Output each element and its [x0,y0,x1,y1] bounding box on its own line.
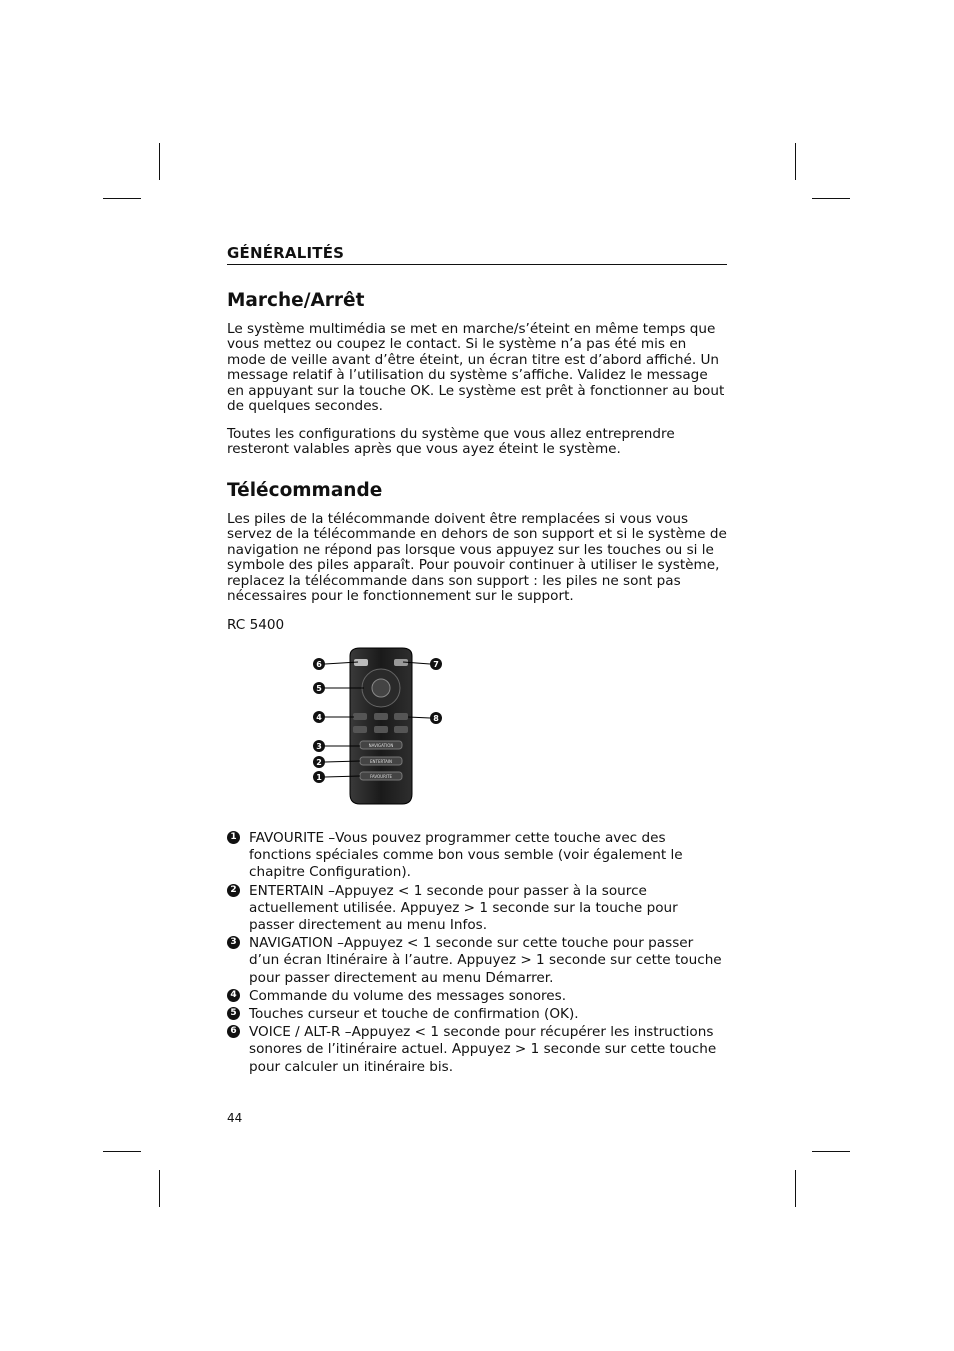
legend-number: 3 [227,936,240,949]
crop-mark [795,1170,796,1207]
callout-6-label: 6 [316,660,322,669]
volume-minus-button [353,713,367,720]
callout-7-label: 7 [433,660,439,669]
legend-number: 2 [227,884,240,897]
paragraph-telecommande: Les piles de la télécommande doivent être remplacées si vous vous servez de la télécommande en dehors de son support et si le système de navigation ne répond pas lorsque vous appuyez sur les touches ou si le symbole des piles apparaît. Pour pouvoir continuer à utiliser le système, replacez la télécommande dans son support : les piles ne sont pas nécessaires pour le fonctionnement sur le support. [227,511,727,605]
volume-plus-button [394,713,408,720]
paragraph-marche-1: Le système multimédia se met en marche/s’éteint en même temps que vous mettez ou coupez le contact. Si le système n’a pas été mis en mode de veille avant d’être éteint, un écran titre est d’abord affiché. Un message relatif à l’utilisation du système s’affiche. Validez le message en appuyant sur la touche OK. Le système est prêt à fonctionner au bout de quelques secondes. [227,321,725,415]
remote-model-label: RC 5400 [227,617,285,633]
crop-mark [795,143,796,180]
crop-mark [159,143,160,180]
navigation-button-label: NAVIGATION [368,743,394,748]
callout-5-label: 5 [316,684,322,693]
legend-item [227,883,727,935]
ok-button [372,679,390,697]
prev-button [353,726,367,733]
paragraph-marche-2: Toutes les configurations du système que vous allez entreprendre resteront valables après que vous ayez éteint le système. [227,426,675,458]
legend-text: VOICE / ALT-R –Appuyez < 1 seconde pour récupérer les instructions sonores de l’itinéraire actuel. Appuyez > 1 seconde sur cette touche pour calculer un itinéraire bis. [249,1024,717,1075]
crop-mark [159,1170,160,1207]
legend-text: FAVOURITE –Vous pouvez programmer cette touche avec des fonctions spéciales comme bon vous semble (voir également le chapitre Configuration). [249,830,683,881]
legend-item [227,935,727,987]
callout-8-label: 8 [433,714,439,723]
entertain-button-label: ENTERTAIN [369,759,393,764]
legend-text: ENTERTAIN –Appuyez < 1 seconde pour passer à la source actuellement utilisée. Appuyez > 1 seconde sur la touche pour passer directement au menu Infos. [249,882,678,934]
crop-mark [812,198,850,199]
heading-marche-arret: Marche/Arrêt [227,290,365,311]
play-button [374,726,388,733]
volume-mid-button [374,713,388,720]
legend-number: 4 [227,989,240,1002]
callout-4-label: 4 [316,713,322,722]
crop-mark [103,198,141,199]
legend-text: NAVIGATION –Appuyez < 1 seconde sur cette touche pour passer d’un écran Itinéraire à l’autre. Appuyez > 1 seconde sur cette touche pour passer directement au menu Démarrer. [249,935,722,986]
callout-1-label: 1 [316,773,322,782]
page-content [227,244,727,633]
next-button [394,726,408,733]
crop-mark [812,1151,850,1152]
legend-item [227,1006,727,1023]
legend-number: 6 [227,1025,240,1038]
favourite-button-label: FAVOURITE [369,774,393,779]
section-header: GÉNÉRALITÉS [227,244,727,265]
legend-text: Commande du volume des messages sonores. [249,987,567,1004]
remote-control-figure [308,646,448,806]
legend-item [227,1024,727,1076]
legend-number: 5 [227,1007,240,1020]
legend-item [227,830,727,882]
crop-mark [103,1151,141,1152]
legend-text: Touches curseur et touche de confirmation (OK). [249,1006,579,1023]
heading-telecommande: Télécommande [227,480,383,501]
legend-number: 1 [227,831,240,844]
callout-3-label: 3 [316,742,322,751]
callout-2-label: 2 [316,758,322,767]
page-number: 44 [227,1111,243,1125]
legend-list [227,830,727,1077]
legend-item [227,988,727,1005]
